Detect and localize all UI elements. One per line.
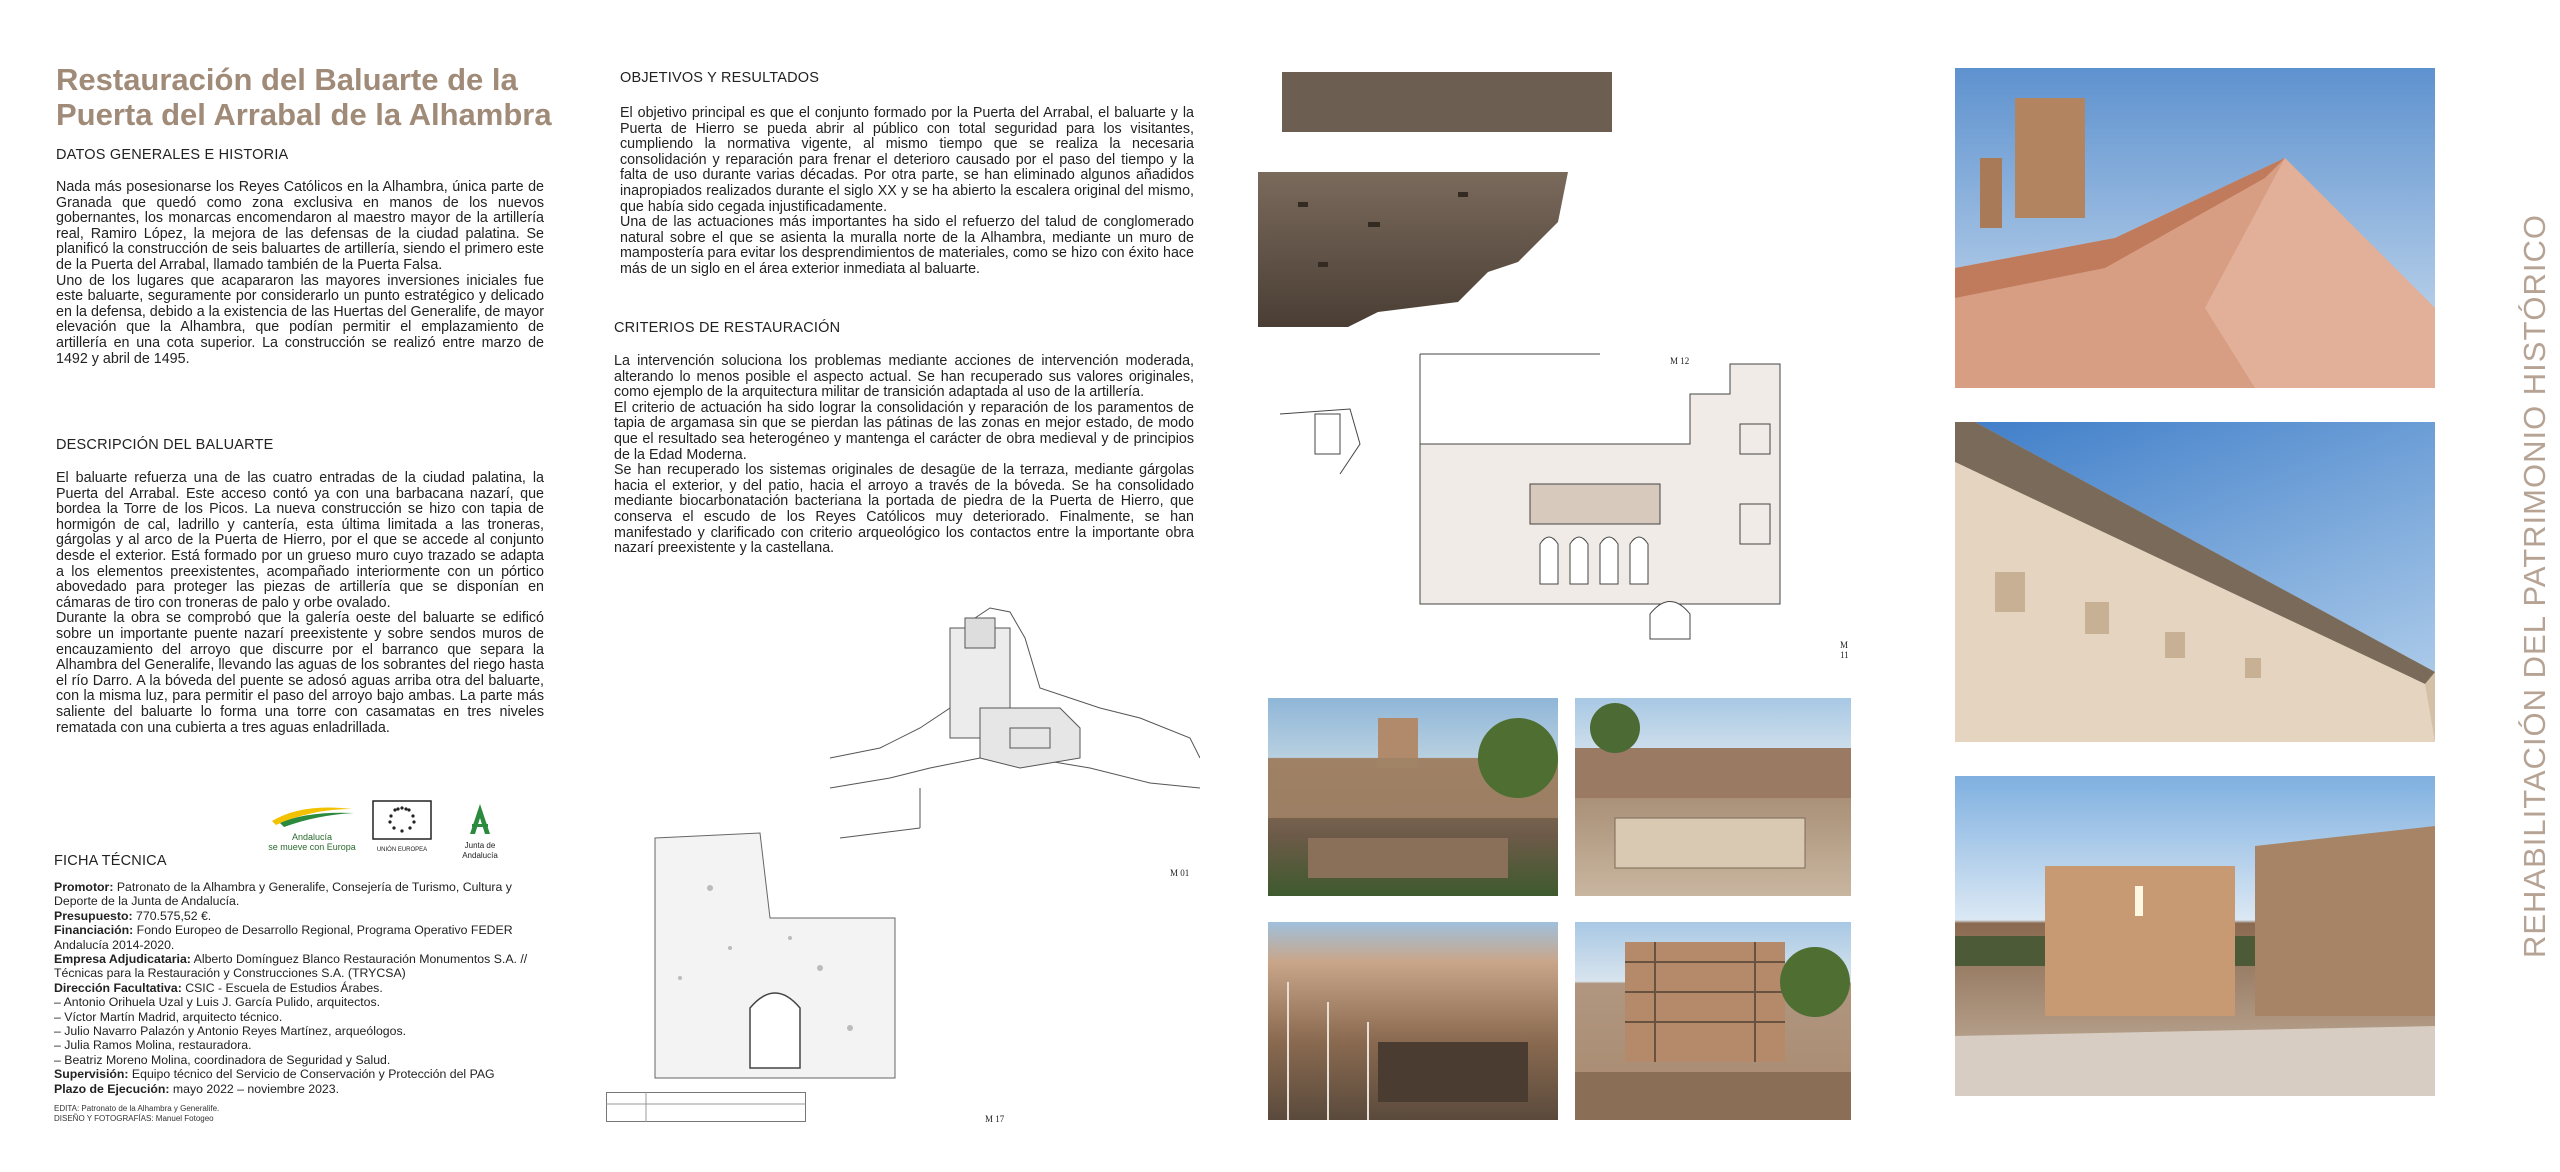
- parapet-photo-svg: [1955, 422, 2435, 742]
- eu-logo: [372, 800, 432, 852]
- ficha-item: Plazo de Ejecución: mayo 2022 – noviembre 2023.: [54, 1081, 340, 1096]
- descripcion-paragraph: Durante la obra se comprobó que la galería oeste del baluarte se edificó sobre un importante puente nazarí preexistente y sobre sendos muros de encauzamiento del arroyo que discurre por el barranco que separa la Alhambra del Generalife, llevando las aguas de los sobrantes del riego hasta el río Darro. A la bóveda del puente se adosó aguas arriba otra del baluarte, con la misma luz, para permitir el paso del arroyo bajo ambas. La parte más saliente del baluarte lo forma una torre con casamatas en tres niveles rematada con una cubierta a tres aguas enladrillada.: [56, 610, 544, 736]
- criterios-paragraph: Se han recuperado los sistemas originales de desagüe de la terraza, mediante gárgolas hacia el exterior, y del patio, hacia el arroyo a través de la bóveda. Se ha consolidado mediante biocarbonatación bacteriana la portada de piedra de la Puerta de Hierro, que conserva el escudo de los Reyes Católicos muy deteriorado. Finalmente, se han manifestado y clarificado con criterio arqueológico los contactos entre la importante obra nazarí preexistente y la castellana.: [614, 462, 1194, 557]
- tower-photo-svg: [1955, 776, 2435, 1096]
- sheet-number: M 11: [1840, 640, 1849, 660]
- roof-photo-svg: [1955, 68, 2435, 388]
- objetivos-paragraph: Una de las actuaciones más importantes ha sido el refuerzo del talud de conglomerado natural sobre el que se asienta la muralla norte de la Alhambra, mediante un muro de mampostería para evitar los desprendimientos de materiales, como se hizo con éxito hace más de un siglo en el área exterior inmediata al baluarte.: [620, 214, 1194, 277]
- ficha-item: Empresa Adjudicataria: Alberto Domínguez Blanco Restauración Monumentos S.A. // Técnicas para la Restauración y Construcciones S.A. (TRYCSA): [54, 952, 528, 981]
- section-heading-descripcion: DESCRIPCIÓN DEL BALUARTE: [56, 437, 274, 453]
- objetivos-paragraph: El objetivo principal es que el conjunto formado por la Puerta del Arrabal, el baluarte y la Puerta de Hierro se pueda abrir al público con total seguridad para los visitantes, cumpliendo la normativa vigente, al mismo tiempo que se realiza la necesaria consolidación y reparación para frenar el deterioro causado por el paso del tiempo y la falta de uso durante varias décadas. Por otra parte, se han eliminado algunos añadidos inapropiados realizados durante el siglo XX y se ha abierto la escalera original del mismo, que había sido cegada injustificadamente.: [620, 105, 1194, 215]
- section-heading-objetivos: OBJETIVOS Y RESULTADOS: [620, 70, 820, 86]
- criterios-paragraph: La intervención soluciona los problemas mediante acciones de intervención moderada, alterando lo menos posible el aspecto actual. Se han recuperado sus valores originales, como ejemplo de la arquitectura militar de transición adaptada al uso de la artillería.: [614, 353, 1194, 401]
- objetivos-text: [620, 106, 1194, 278]
- works-photo-1-svg: [1268, 698, 1558, 896]
- works-photo-3: [1268, 922, 1558, 1120]
- works-photo-3-svg: [1268, 922, 1558, 1120]
- ficha-item: Supervisión: Equipo técnico del Servicio de Conservación y Protección del PAG: [54, 1067, 495, 1082]
- datos-paragraph: Uno de los lugares que acapararon las mayores inversiones iniciales fue este baluarte, seguramente por considerarlo un punto estratégico y delicado en la defensa, debido a la existencia de las Huertas del Generalife, de mayor elevación que la Alhambra, que podían permitir el emplazamiento de artillería en una cota superior. La construcción se realizó entre marzo de 1492 y abril de 1495.: [56, 272, 544, 367]
- ficha-item: – Antonio Orihuela Uzal y Luis J. García Pulido, arquitectos.: [54, 995, 381, 1010]
- datos-paragraph: Nada más posesionarse los Reyes Católicos en la Alhambra, única parte de Granada que quedó como zona exclusiva en manos de los nuevos gobernantes, los monarcas encomendaron al maestro mayor de la artillería real, Ramiro López, la mejora de las defensas de la ciudad palatina. Se planificó la construcción de seis baluartes de artillería, siendo el primero este de la Puerta del Arrabal, llamado también de la Puerta Falsa.: [56, 179, 544, 273]
- parapet-photo: [1955, 422, 2435, 742]
- section-heading-datos: DATOS GENERALES E HISTORIA: [56, 147, 289, 163]
- legend-table-svg: [606, 1092, 806, 1122]
- ficha-item: Presupuesto: 770.575,52 €.: [54, 908, 212, 923]
- works-photo-1: [1268, 698, 1558, 896]
- section-heading-criterios: CRITERIOS DE RESTAURACIÓN: [614, 320, 841, 336]
- page-title: Restauración del Baluarte de la Puerta del Arrabal de la Alhambra: [56, 62, 552, 132]
- tower-photo: [1955, 776, 2435, 1096]
- works-photo-2-svg: [1575, 698, 1851, 896]
- datos-text: [56, 180, 544, 367]
- ficha-item: Promotor: Patronato de la Alhambra y Generalife, Consejería de Turismo, Cultura y Deporte de la Junta de Andalucía.: [54, 880, 512, 909]
- elevation-svg: [650, 828, 900, 1128]
- credits-line: DISEÑO Y FOTOGRAFÍAS: Manuel Fotogeo: [54, 1114, 214, 1123]
- junta-logo-label: Junta de Andalucía: [462, 841, 498, 860]
- ficha-item: – Beatriz Moreno Molina, coordinadora de Seguridad y Salud.: [54, 1052, 391, 1067]
- descripcion-text: [56, 471, 544, 736]
- vertical-title: REHABILITACIÓN DEL PATRIMONIO HISTÓRICO: [2517, 213, 2552, 959]
- ficha-list: [54, 880, 544, 1096]
- works-photo-4-svg: [1575, 922, 1851, 1120]
- works-photo-4: [1575, 922, 1851, 1120]
- sheet-number: M 01: [1170, 868, 1190, 878]
- andalucia-logo: [262, 801, 362, 852]
- wall-orthophoto: [1258, 72, 1638, 328]
- credits: [54, 1104, 219, 1124]
- andalucia-logo-line2: se mueve con Europa: [268, 842, 356, 852]
- junta-logo: [448, 802, 512, 860]
- andalucia-swoosh-icon: [262, 801, 362, 827]
- descripcion-paragraph: El baluarte refuerza una de las cuatro entradas de la ciudad palatina, la Puerta del Arrabal. Este acceso contó ya con una barbacana nazarí, que bordea la Torre de los Picos. La nueva construcción se hizo con tapia de hormigón de cal, ladrillo y cantería, esta última limitada a las troneras, gárgolas y al arco de la Puerta de Hierro, por el que se accede al conjunto desde el exterior. Está formado por un grueso muro cuyo trazado se adapta a los elementos preexistentes, acompañado interiormente con un pórtico abovedado para proteger las piezas de artillería que se disponían en cámaras de tiro con troneras de palo y orbe ovalado.: [56, 470, 544, 611]
- eu-flag-icon: [372, 800, 432, 840]
- elevation-drawing: [650, 828, 900, 1128]
- junta-arch-icon: [448, 802, 512, 836]
- section-drawing-svg: [1270, 314, 1850, 664]
- section-heading-ficha: FICHA TÉCNICA: [54, 853, 167, 869]
- section-drawing: [1270, 314, 1850, 664]
- works-photo-2: [1575, 698, 1851, 896]
- ficha-item: Financiación: Fondo Europeo de Desarrollo Regional, Programa Operativo FEDER Andalucía 2014-2020.: [54, 923, 513, 952]
- wall-orthophoto-svg: [1258, 72, 1638, 328]
- criterios-paragraph: El criterio de actuación ha sido lograr la consolidación y reparación de los paramentos de tapia de argamasa sin que se pierdan las pátinas de las zonas en mejor estado, de modo que el resultado sea heterogéneo y mantenga el carácter de obra medieval y de principios de la Edad Moderna.: [614, 399, 1194, 463]
- eu-logo-label: UNIÓN EUROPEA: [376, 847, 428, 853]
- criterios-text: [614, 354, 1194, 557]
- credits-line: EDITA: Patronato de la Alhambra y Generalife.: [54, 1104, 220, 1113]
- ficha-item: – Víctor Martín Madrid, arquitecto técnico.: [54, 1009, 283, 1024]
- sheet-number: M 12: [1670, 356, 1690, 366]
- legend-table-drawing: [606, 1092, 806, 1122]
- sheet-number: M 17: [985, 1114, 1005, 1124]
- andalucia-logo-line1: Andalucía: [291, 832, 333, 842]
- ficha-item: – Julia Ramos Molina, restauradora.: [54, 1038, 252, 1053]
- roof-photo: [1955, 68, 2435, 388]
- ficha-item: – Julio Navarro Palazón y Antonio Reyes Martínez, arqueólogos.: [54, 1024, 407, 1039]
- ficha-item: Dirección Facultativa: CSIC - Escuela de Estudios Árabes.: [54, 980, 383, 995]
